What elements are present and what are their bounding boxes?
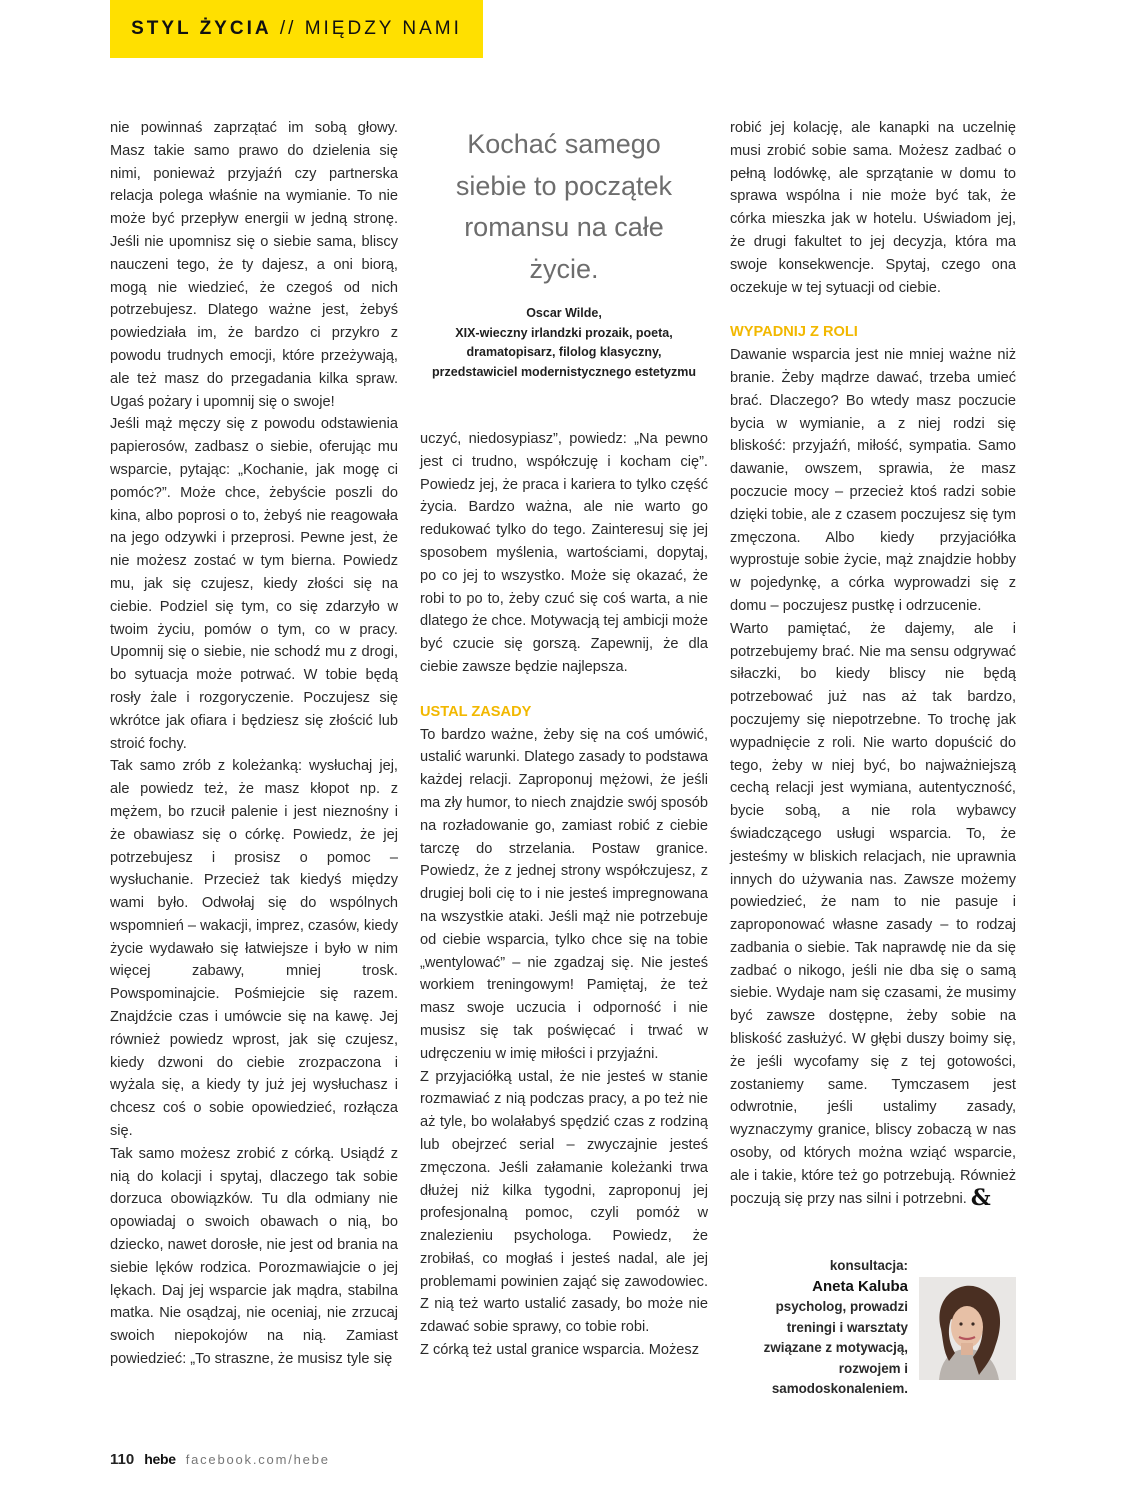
article-column-2 bbox=[420, 428, 708, 1362]
pull-quote bbox=[430, 124, 698, 382]
facebook-link[interactable]: facebook.com/hebe bbox=[185, 1452, 330, 1467]
section-heading: WYPADNIJ Z ROLI bbox=[730, 324, 858, 341]
consultant-description: psycholog, prowadzi treningi i warsztaty związane z motywacją, rozwojem i samodoskonaleniem. bbox=[763, 1299, 908, 1396]
quote-text: Kochać samego siebie to początek romansu na całe życie. bbox=[455, 129, 673, 284]
paragraph: Tak samo możesz zrobić z córką. Usiądź z nią do kolacji i spytaj, dlaczego tak sobie dorzuca obowiązków. Tu dla odmiany nie opowiadaj o swoich obawach o nią, bo dziecko, nawet dorosłe, nie jest od brania na siebie lęków rodzica. Porozmawiajcie o jej lękach. Daj jej wsparcie jak mądra, stabilna matka. Nie osądzaj, nie oceniaj, nie zrzucaj swoich niepokojów na nią. Zamiast powiedzieć: „To straszne, że musisz tyle się bbox=[110, 1145, 398, 1368]
paragraph: Jeśli mąż męczy się z powodu odstawienia papierosów, zadbasz o siebie, oferując mu wsparcie, pytając: „Kochanie, jak mogę ci pomóc?”. Może chce, żebyście poszli do kina, albo poprosi o to, żebyś nie reagowała na jego odzywki i przeprosi. Pewne jest, że nie możesz zostać w tym bierna. Powiedz mu, jak się czujesz, kiedy złości się na ciebie. Podziel się tym, co się zdarzyło w twoim życiu, pomów o tym, co w pracy. Upomnij się o siebie, nie schodź mu z drogi, bo sytuacja może potrwać. W tobie będą rosły żale i rozgoryczenie. Poczujesz się wkrótce jak ofiara i będziesz się złościć lub stroić fochy. bbox=[110, 416, 398, 752]
paragraph-text: Warto pamiętać, że dajemy, ale i potrzebujemy brać. Nie ma sensu odgrywać siłaczki, bo kiedy bliscy nie będą potrzebować już nas aż tak bardzo, poczujemy się niepotrzebne. To trochę jak wypadnięcie z roli. Nie warto dopuścić do tego, żeby w niej być, bo najważniejszą cechą relacji jest wymiana, autentyczność, bycie sobą, a nie rola wybawcy świadczącego usługi wsparcia. To, że jesteśmy w bliskich relacjach, nie uprawnia innych do używania nas. Zawsze możemy powiedzieć, że nam to nie pasuje i zaproponować własne zasady – to rodzaj zadbania o siebie. Tak naprawdę nie da się zadbać o nikogo, jeśli nie dba się o samą siebie. Wydaje nam się czasami, że musimy być zawsze dostępne, żeby sobie na bliskość zasłużyć. W głębi duszy boimy się, że jeśli wycofamy się z tej gotowości, zostaniemy same. Tymczasem jest odwrotnie, jeśli ustalimy zasady, wyznaczymy granice, bliscy zobaczą w nas osoby, od których można wziąć wsparcie, ale i takie, które też go potrzebują. Również poczują się przy nas silni i potrzebni. bbox=[730, 620, 1016, 1207]
paragraph: Dawanie wsparcia jest nie mniej ważne niż branie. Żeby mądrze dawać, trzeba umieć brać. Dlaczego? Bo wtedy masz poczucie bycia w wymianie, a z niej rodzi się bliskość: przyjaźń, miłość, sympatia. Samo dawanie, owszem, sprawia, że masz poczucie mocy – przecież ktoś radzi sobie dzięki tobie, ale z czasem poczujesz się tym zmęczona. Albo kiedy przyjaciółka wyprostuje sobie życie, mąż znajdzie hobby w pojedynkę, a córka wyprowadzi się z domu – poczujesz pustkę i odrzucenie. bbox=[730, 347, 1016, 614]
end-mark-icon: & bbox=[970, 1184, 991, 1211]
consultation-credit bbox=[730, 1256, 908, 1400]
section-header bbox=[110, 0, 483, 58]
article-column-1 bbox=[110, 117, 398, 1371]
consultant-photo bbox=[919, 1277, 1016, 1380]
paragraph: nie powinnaś zaprzątać im sobą głowy. Masz takie samo prawo do dzielenia się nimi, ponieważ przyjaźń czy partnerska relacja polega właśnie na wymianie. To nie może być przepływ energii w jedną stronę. Jeśli nie upomnisz się o siebie sama, bliscy nauczeni tego, że ty dajesz, a oni biorą, mogą nie wiedzieć, że czegoś od nich potrzebujesz. Dlatego ważne jest, żebyś powiedziała im, że bardzo ci przykro z powodu trudnych emocji, które przeżywają, ale też masz do przegadania kilka spraw. Ugaś pożary i upomnij się o swoje! bbox=[110, 120, 398, 410]
quote-author: Oscar Wilde, bbox=[526, 306, 602, 320]
paragraph: To bardzo ważne, żeby się na coś umówić, ustalić warunki. Dlatego zasady to podstawa każdej relacji. Zaproponuj mężowi, że jeśli ma zły humor, to niech znajdzie swój sposób na rozładowanie go, zamiast robić z ciebie tarczę do strzelania. Postaw granice. Powiedz, że z jednej strony współczujesz, z drugiej boli cię to i nie jesteś impregnowana na wszystkie ataki. Jeśli mąż nie potrzebuje od ciebie wsparcia, tylko chce się na tobie „wentylować” – nie zgadzaj się. Nie jesteś workiem treningowym! Pamiętaj, że też masz swoje uczucia i odporność i nie musisz się tak poświęcać i trwać w udręczeniu w imię miłości i przyjaźni. bbox=[420, 726, 708, 1062]
page-footer bbox=[110, 1451, 330, 1468]
paragraph: uczyć, niedosypiasz”, powiedz: „Na pewno jest ci trudno, współczuję i kocham cię”. Powiedz jej, że praca i kariera to tylko część życia. Bardzo ważna, ale nie warto go redukować tylko do tego. Zainteresuj się jej sposobem myślenia, wartościami, dopytaj, po co jej to wszystko. Może się okazać, że robi to po to, żeby czuć się coś warta, a nie dlatego że chce. Motywacją tej ambicji może być czucie się gorszą. Zapewnij, że dla ciebie zawsze będzie najlepsza. bbox=[420, 431, 708, 675]
paragraph: Tak samo zrób z koleżanką: wysłuchaj jej, ale powiedz też, że masz kłopot np. z mężem, bo rzucił palenie i jest nieznośny i że obawiasz się o córkę. Powiedz, że jej potrzebujesz i prosisz o pomoc – wysłuchanie. Przecież tak kiedyś między wami było. Odwołaj się do wspólnych wspomnień – wakacji, imprez, czasów, kiedy życie wydawało się łatwiejsze i było w nim więcej zabawy, mniej trosk. Powspominajcie. Pośmiejcie się razem. Znajdźcie czas i umówcie się na kawę. Jej również powiedz wprost, jak się czujesz, kiedy dzwoni do ciebie zrozpaczona i wyżala się, a kiedy ty już jej wysłuchasz i chcesz coś o sobie opowiedzieć, rozłącza się. bbox=[110, 758, 398, 1140]
quote-author-description: XIX-wieczny irlandzki prozaik, poeta, dramatopisarz, filolog klasyczny, przedstawiciel modernistycznego estetyzmu bbox=[432, 325, 696, 379]
consultation-label: konsultacja: bbox=[829, 1258, 908, 1273]
paragraph bbox=[730, 618, 1016, 1211]
portrait-icon bbox=[919, 1277, 1016, 1380]
paragraph: Z córką też ustal granice wsparcia. Możesz bbox=[420, 1342, 700, 1359]
paragraph: Z przyjaciółką ustal, że nie jesteś w stanie rozmawiać z nią podczas pracy, a po też nie aż tyle, bo wolałabyś spędzić czas z rodziną lub obejrzeć serial – zwyczajnie jesteś zmęczona. Jeśli załamanie koleżanki trwa dłużej niż kilka tygodni, zaproponuj jej profesjonalną pomoc, czyli pomóż w znalezieniu psychologa. Powiedz, że zrobiłaś, co mogłaś i jesteś nadal, ale jej problemami powinien zająć się zawodowiec. Z nią też warto ustalić zasady, bo może nie zdawać sobie sprawy, co tobie robi. bbox=[420, 1068, 708, 1336]
brand-logo: hebe bbox=[144, 1451, 176, 1467]
consultant-name: Aneta Kaluba bbox=[812, 1277, 908, 1295]
section-title: STYL ŻYCIA bbox=[131, 18, 272, 39]
section-heading: USTAL ZASADY bbox=[420, 703, 532, 720]
paragraph: robić jej kolację, ale kanapki na uczelnię musi zrobić sobie sama. Możesz zadbać o pełną lodówkę, ale sprzątanie w domu to sprawa wspólna i nie może być tak, że córka mieszka jak w hotelu. Uświadom jej, że drugi fakultet to jej decyzja, która ma swoje konsekwencje. Spytaj, czego ona oczekuje w tej sytuacji od ciebie. bbox=[730, 120, 1016, 296]
section-subtitle: // MIĘDZY NAMI bbox=[271, 18, 462, 39]
page-number: 110 bbox=[110, 1451, 135, 1468]
article-column-3 bbox=[730, 117, 1016, 1210]
